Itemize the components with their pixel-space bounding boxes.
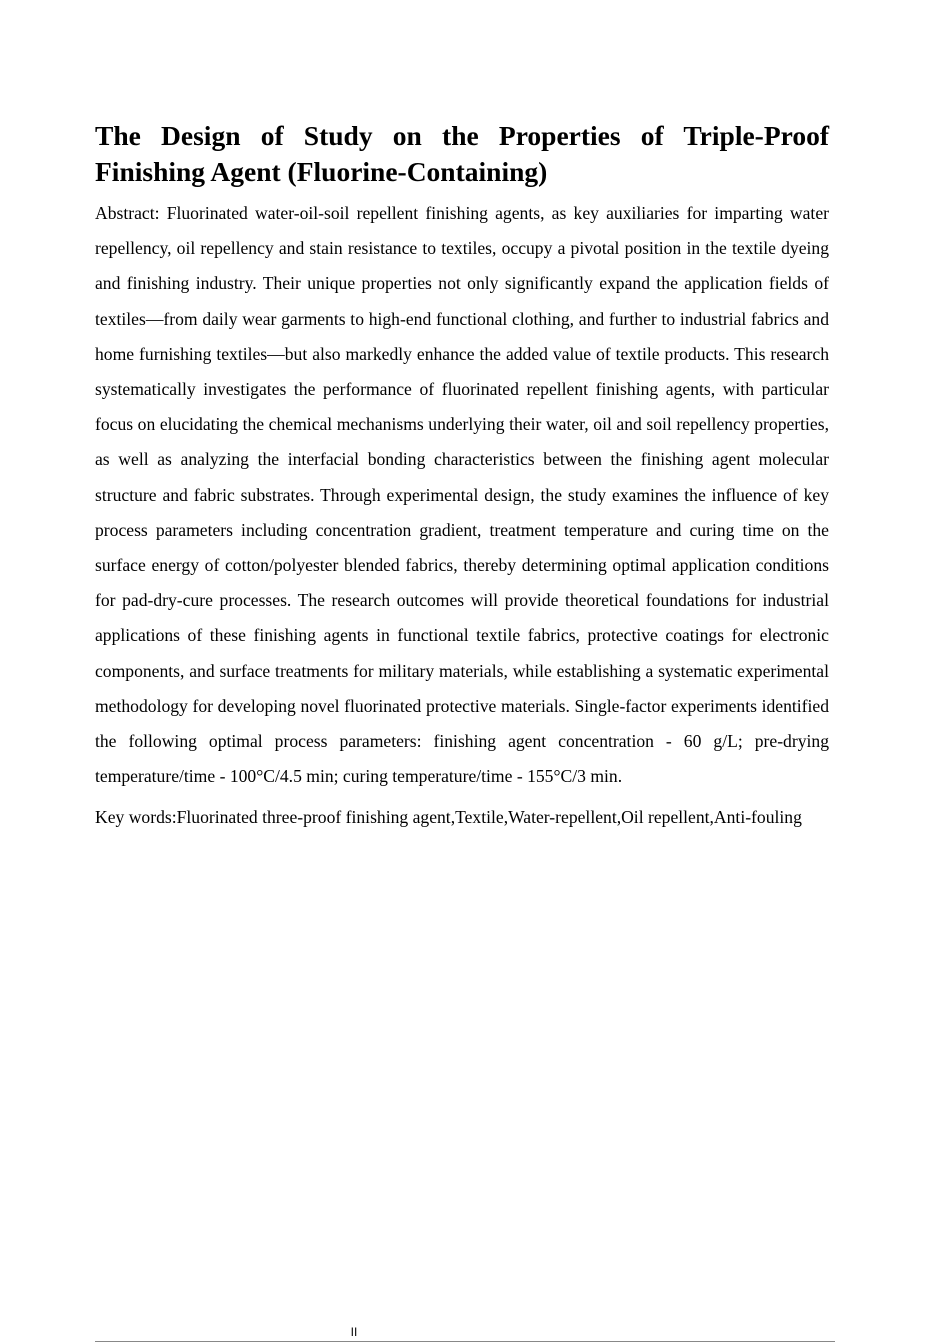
document-page <box>95 118 829 836</box>
document-title: The Design of Study on the Properties of Triple-Proof Finishing Agent (Fluorine-Containing) <box>95 120 829 187</box>
abstract-paragraph: Abstract: Fluorinated water-oil-soil repellent finishing agents, as key auxiliaries for imparting water repellency, oil repellency and stain resistance to textiles, occupy a pivotal position in the textile dyeing and finishing industry. Their unique properties not only significantly expand the application fields of textiles—from daily wear garments to high-end functional clothing, and further to industrial fabrics and home furnishing textiles—but also markedly enhance the added value of textile products. This research systematically investigates the performance of fluorinated repellent finishing agents, with particular focus on elucidating the chemical mechanisms underlying their water, oil and soil repellency properties, as well as analyzing the interfacial bonding characteristics between the finishing agent molecular structure and fabric substrates. Through experimental design, the study examines the influence of key process parameters including concentration gradient, treatment temperature and curing time on the surface energy of cotton/polyester blended fabrics, thereby determining optimal application conditions for pad-dry-cure processes. The research outcomes will provide theoretical foundations for industrial applications of these finishing agents in functional textile fabrics, protective coatings for electronic components, and surface treatments for military materials, while establishing a systematic experimental methodology for developing novel fluorinated protective materials. Single-factor experiments identified the following optimal process parameters: finishing agent concentration - 60 g/L; pre-drying temperature/time - 100°C/4.5 min; curing temperature/time - 155°C/3 min. <box>95 203 829 787</box>
page-number: II <box>350 1325 358 1339</box>
footer-divider <box>95 1341 835 1342</box>
keywords-paragraph: Key words:Fluorinated three-proof finishing agent,Textile,Water-repellent,Oil repellent,Anti-fouling <box>95 807 802 828</box>
